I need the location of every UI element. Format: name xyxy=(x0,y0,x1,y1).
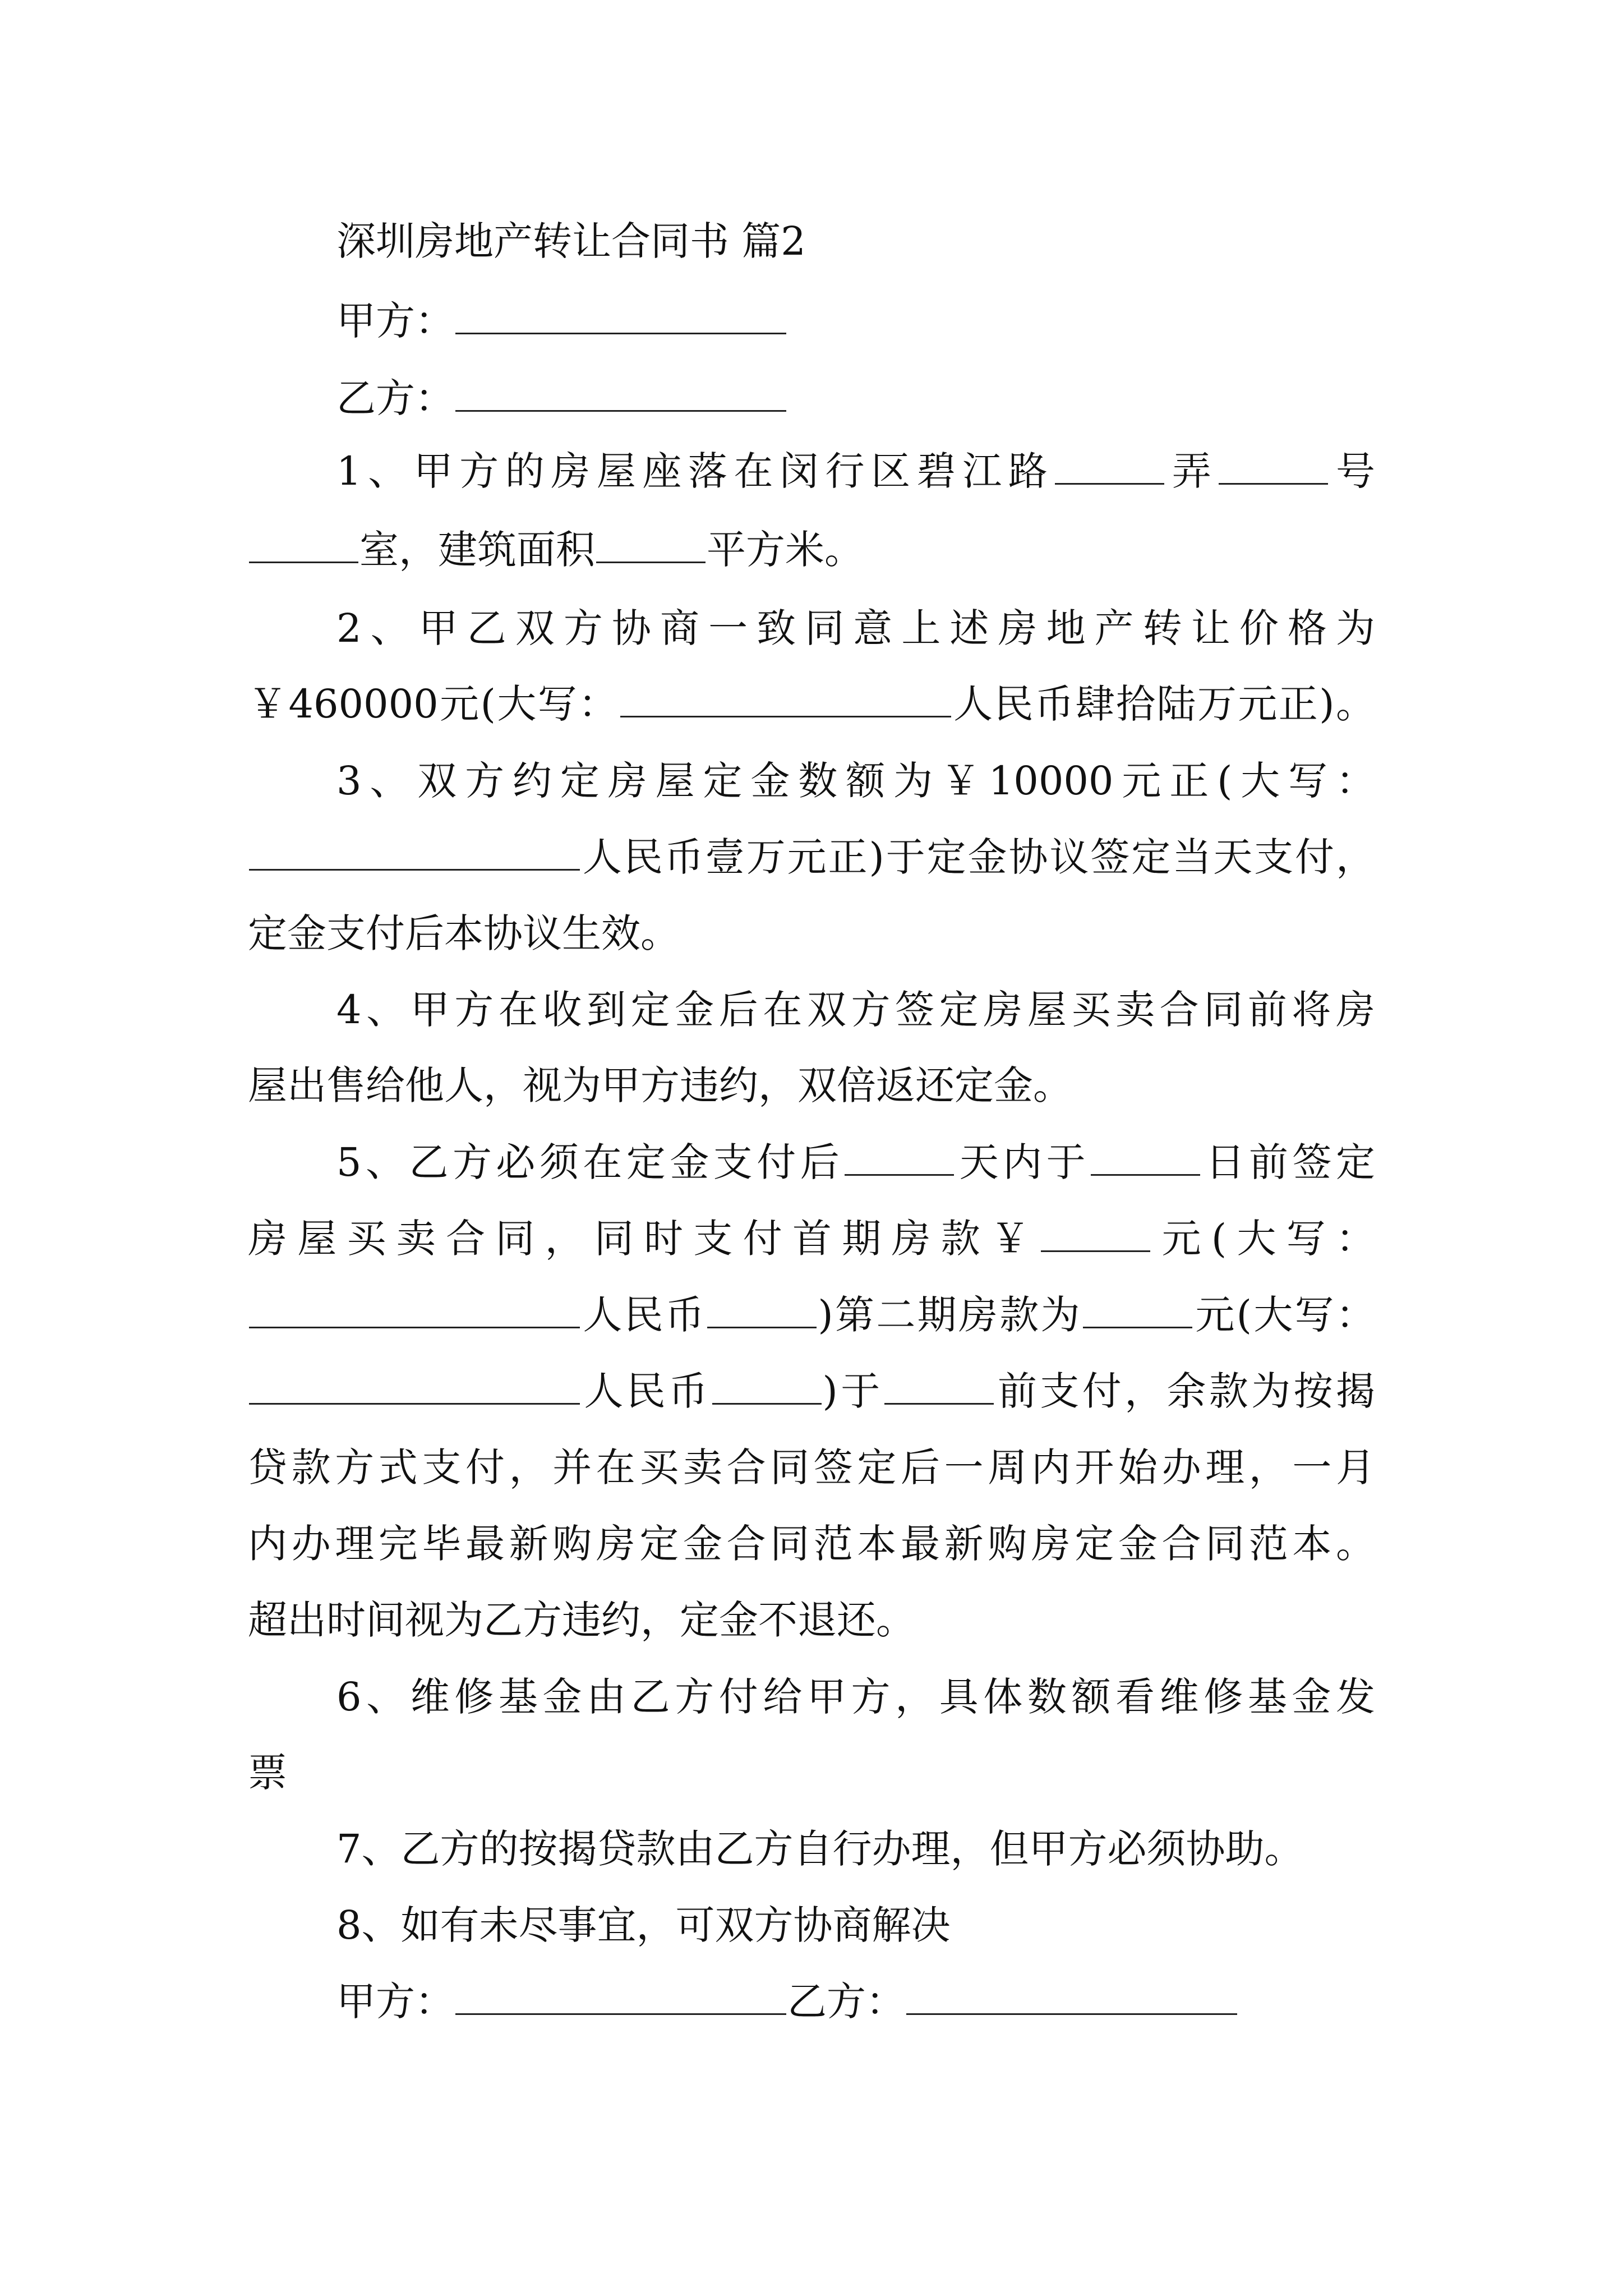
clause-1-blank-area xyxy=(596,522,706,563)
clause-5-blank-second-words xyxy=(249,1364,580,1405)
clause-8-text: 8、如有未尽事宜，可双方协商解决 xyxy=(336,1902,951,1948)
clause-1-blank-room xyxy=(249,522,358,563)
clause-4-text: 4、甲方在收到定金后在双方签定房屋买卖合同前将房 xyxy=(336,987,1375,1033)
clause-5-blank-days xyxy=(845,1135,954,1176)
clause-5-blank-first-amount xyxy=(1041,1211,1150,1252)
clause-5-line-2 xyxy=(248,1211,1375,1267)
clause-4-text-cont: 屋出售给他人，视为甲方违约，双倍返还定金。 xyxy=(248,1062,1072,1108)
clause-5-text-loan: 贷款方式支付，并在买卖合同签定后一周内开始办理，一月 xyxy=(248,1444,1375,1490)
clause-3-text: 3、双方约定房屋定金数额为￥10000元正(大写： xyxy=(336,758,1375,804)
clause-7-line-1 xyxy=(336,1821,1304,1877)
clause-2-line-2 xyxy=(248,676,1375,732)
clause-5-blank-first-words xyxy=(249,1287,580,1328)
clause-2-price: ￥460000元(大写： xyxy=(248,681,619,727)
clause-2-blank-uppercase xyxy=(620,677,951,717)
clause-5-line-7 xyxy=(248,1592,915,1648)
clause-1-line-1 xyxy=(336,443,1375,499)
document-title xyxy=(336,213,806,269)
clause-5-text-breach: 超出时间视为乙方违约，定金不退还。 xyxy=(248,1597,915,1643)
clause-3-line-1 xyxy=(336,753,1375,809)
clause-5-blank-date xyxy=(1091,1135,1200,1176)
clause-2-text: 2、甲乙双方协商一致同意上述房地产转让价格为 xyxy=(336,605,1375,651)
clause-5-text-before: )于 xyxy=(822,1368,883,1414)
clause-5-blank-first-rmb xyxy=(707,1287,817,1328)
clause-5-text: 5、乙方必须在定金支付后 xyxy=(336,1139,844,1185)
clause-5-rmb-2: 人民币 xyxy=(581,1368,711,1414)
clause-5-blank-deadline xyxy=(884,1364,994,1405)
clause-5-rmb-1: 人民币 xyxy=(581,1292,707,1338)
signature-line xyxy=(336,1973,1238,2030)
clause-8-line-1 xyxy=(336,1897,951,1953)
party-a-line xyxy=(336,293,787,349)
clause-5-first-uppercase: 元(大写： xyxy=(1151,1216,1376,1262)
clause-5-second-uppercase: 元(大写： xyxy=(1193,1292,1376,1338)
clause-6-text-cont: 票 xyxy=(248,1750,287,1796)
signature-party-a-blank xyxy=(455,1974,786,2015)
clause-5-line-1 xyxy=(336,1134,1375,1190)
document-title-text: 深圳房地产转让合同书 篇2 xyxy=(336,218,806,264)
signature-party-b-label: 乙方： xyxy=(787,1978,905,2024)
clause-6-line-1 xyxy=(336,1669,1375,1725)
clause-1-text-room: 室，建筑面积 xyxy=(359,527,595,573)
clause-5-text-days: 天内于 xyxy=(955,1139,1090,1185)
clause-6-text: 6、维修基金由乙方付给甲方，具体数额看维修基金发 xyxy=(336,1674,1375,1720)
clause-5-first-payment: 房屋买卖合同，同时支付首期房款￥ xyxy=(248,1216,1040,1262)
clause-5-blank-second-rmb xyxy=(712,1364,822,1405)
clause-3-line-3 xyxy=(248,905,680,961)
clause-5-text-mortgage: 前支付，余款为按揭 xyxy=(994,1368,1376,1414)
clause-7-text: 7、乙方的按揭贷款由乙方自行办理，但甲方必须协助。 xyxy=(336,1826,1304,1872)
clause-1-text-area: 平方米。 xyxy=(707,527,864,573)
clause-5-line-5 xyxy=(248,1439,1375,1496)
party-b-blank xyxy=(455,371,786,412)
signature-party-b-blank xyxy=(906,1974,1237,2015)
clause-1-line-2 xyxy=(248,522,864,578)
clause-5-blank-second-amount xyxy=(1083,1287,1192,1328)
clause-1-text: 1、甲方的房屋座落在闵行区碧江路 xyxy=(336,448,1054,494)
clause-4-line-1 xyxy=(336,982,1375,1038)
clause-1-text-lane: 弄 xyxy=(1165,448,1218,494)
signature-party-a-label: 甲方： xyxy=(336,1978,454,2024)
clause-3-deposit-words: 人民币壹万元正)于定金协议签定当天支付， xyxy=(581,834,1375,880)
clause-5-line-4 xyxy=(248,1363,1375,1419)
clause-4-line-2 xyxy=(248,1057,1072,1114)
clause-2-line-1 xyxy=(336,600,1375,656)
party-a-blank xyxy=(455,293,786,334)
clause-6-line-2 xyxy=(248,1745,287,1801)
clause-5-text-date: 日前签定 xyxy=(1201,1139,1375,1185)
clause-5-line-3 xyxy=(248,1287,1375,1343)
clause-1-text-number: 号 xyxy=(1329,448,1376,494)
party-b-label: 乙方： xyxy=(336,375,454,421)
clause-5-second-payment: )第二期房款为 xyxy=(818,1292,1082,1338)
party-b-line xyxy=(336,370,787,426)
clause-5-text-complete: 内办理完毕最新购房定金合同范本最新购房定金合同范本。 xyxy=(248,1521,1375,1567)
party-a-label: 甲方： xyxy=(336,298,454,344)
clause-3-line-2 xyxy=(248,829,1375,885)
clause-2-price-words: 人民币肆拾陆万元正)。 xyxy=(952,681,1375,727)
clause-3-blank-uppercase xyxy=(249,830,580,871)
clause-1-blank-number xyxy=(1219,444,1328,485)
clause-3-effective: 定金支付后本协议生效。 xyxy=(248,910,680,956)
clause-5-line-6 xyxy=(248,1516,1375,1572)
clause-1-blank-lane xyxy=(1055,444,1164,485)
